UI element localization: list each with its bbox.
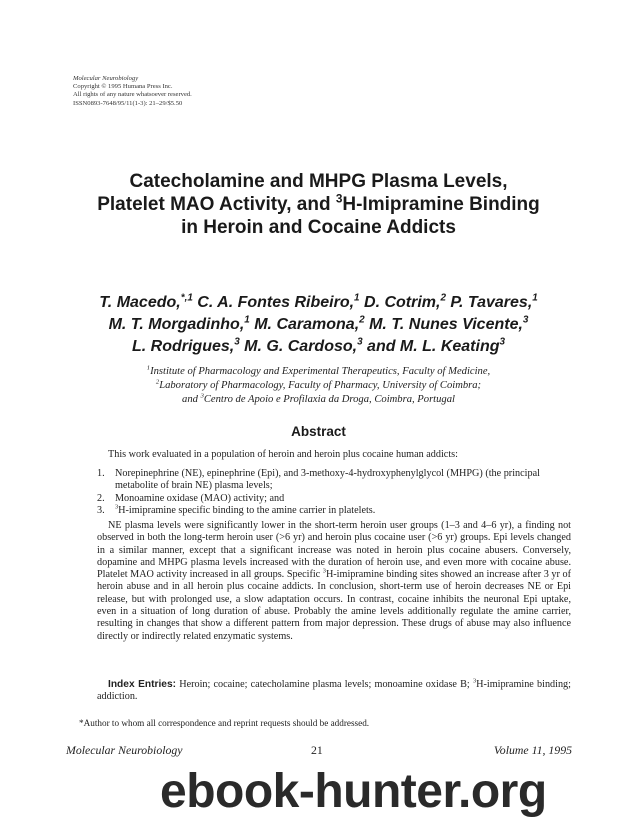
- affiliation-1: $^1$Institute of Pharmacology and Experimental Therapeutics, Faculty of Medicine,: [146, 364, 491, 377]
- author-line-2: M. T. Morgadinho,$^1$ M. Caramona,$^2$ M. T. Nunes Vicente,$^3$: [108, 314, 529, 333]
- paper-title: [40, 170, 597, 239]
- footer-volume: Volume 11, 1995: [493, 743, 572, 757]
- rights-line: All rights of any nature whatsoever reserved.: [73, 91, 192, 99]
- index-entries-label: Index Entries:: [108, 679, 177, 690]
- author-name: L. Rodrigues,: [131, 338, 235, 355]
- list-item: 2. Monoamine oxidase (MAO) activity; and: [97, 492, 285, 504]
- watermark: ebook-hunter.org: [160, 765, 547, 818]
- affiliations: [40, 365, 597, 407]
- author-list: [40, 292, 597, 358]
- corresponding-author-footnote: *Author to whom all correspondence and reprint requests should be addressed.: [79, 718, 370, 728]
- page-number: 21: [311, 743, 323, 757]
- affiliation-3: and $^3$Centro de Apoio e Profilaxia da Droga, Coimbra, Portugal: [182, 392, 455, 405]
- author-line-1: T. Macedo,$^{*,1}$ C. A. Fontes Ribeiro,$^1$ D. Cotrim,$^2$ P. Tavares,$^1$: [99, 292, 538, 311]
- abstract-heading: Abstract: [291, 424, 346, 439]
- journal-name: Molecular Neurobiology: [73, 75, 139, 82]
- title-line-2: Platelet MAO Activity, and $^3$H-Imipramine Binding: [97, 192, 540, 215]
- author-name: C. A. Fontes Ribeiro,: [192, 294, 355, 311]
- list-item: 3. $^3$H-imipramine specific binding to the amine carrier in platelets.: [97, 503, 376, 516]
- issn-line: ISSN0893-7648/95/11(1-3): 21–29/$5.50: [73, 99, 183, 107]
- abstract-paragraph: NE plasma levels were significantly lower in the short-term heroin user groups (1–3 and 4–6 yr), a finding not observed in both the long-term heroin user (>6 yr) and heroin plus cocaine user (>6 yr) groups. Epi levels changed in a similar manner, except that a significant increase was noted in heroin plus cocaine abusers. Conversely, dopamine and MHPG plasma levels increased with the duration of heroin use, and even more with cocaine abuse. Platelet MAO activity increased in all groups. Specific $^3$H-imipramine binding sites showed an increase after 3 yr of heroin abuse and in all heroin plus cocaine addicts. In conclusion, short-term use of heroin decreases NE or Epi release, but with prolonged use, a slow adaptation occurs. In contrast, cocaine inhibits the neuronal Epi uptake, even in a situation of long duration of abuse. Probably the amine levels additionally regulate the amine carrier, resulting in changes that show a different pattern from major depression. These drugs of abuse may also influence directly or indirectly related enzymatic systems.: [97, 520, 571, 642]
- author-name: and M. L. Keating: [362, 338, 500, 355]
- author-name: T. Macedo,: [99, 294, 181, 311]
- author-name: P. Tavares,: [445, 294, 533, 311]
- list-item: 1. Norepinephrine (NE), epinephrine (Epi), and 3-methoxy-4-hydroxyphenylglycol (MHPG) (the principal metabolite of brain NE) plasma levels;: [97, 468, 540, 492]
- abstract-list: [97, 468, 571, 517]
- index-entries: Index Entries: Heroin; cocaine; catecholamine plasma levels; monoamine oxidase B; $^3$H-imipramine binding; addiction.: [97, 677, 571, 703]
- footer-journal: Molecular Neurobiology: [66, 743, 183, 757]
- affiliation-2: $^2$Laboratory of Pharmacology, Faculty of Pharmacy, University of Coimbra;: [155, 378, 482, 391]
- author-name: M. T. Morgadinho,: [108, 316, 245, 333]
- copyright-line: Copyright © 1995 Humana Press Inc.: [73, 83, 173, 91]
- author-name: M. Caramona,: [249, 316, 360, 333]
- author-line-3: L. Rodrigues,$^3$ M. G. Cardoso,$^3$ and M. L. Keating$^3$: [131, 336, 505, 355]
- author-name: M. G. Cardoso,: [239, 338, 358, 355]
- title-line-1: Catecholamine and MHPG Plasma Levels,: [129, 171, 508, 192]
- author-name: D. Cotrim,: [359, 294, 441, 311]
- abstract-intro: This work evaluated in a population of heroin and heroin plus cocaine human addicts:: [108, 449, 458, 460]
- author-name: M. T. Nunes Vicente,: [364, 316, 523, 333]
- journal-header: [73, 75, 192, 108]
- title-line-3: in Heroin and Cocaine Addicts: [181, 217, 456, 238]
